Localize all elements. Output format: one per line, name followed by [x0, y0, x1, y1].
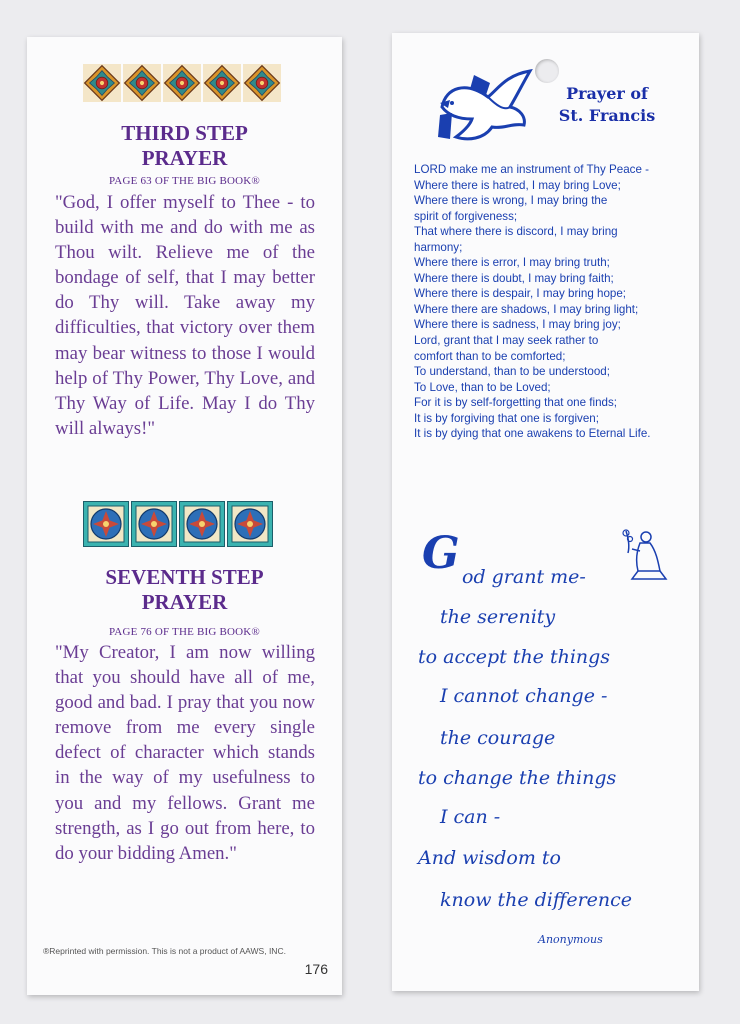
st-francis-line: spirit of forgiveness;	[414, 209, 518, 223]
st-francis-line: Where there is doubt, I may bring faith;	[414, 271, 614, 285]
mosaic-tile	[179, 501, 225, 547]
serenity-line: to change the things	[418, 767, 617, 789]
ornament-tile	[243, 64, 281, 102]
mosaic-tile	[83, 501, 129, 547]
st-francis-line: For it is by self-forgetting that one finds;	[414, 396, 617, 410]
st-francis-line: Lord, grant that I may seek rather to	[414, 334, 599, 348]
ornament-tile	[83, 64, 121, 102]
st-francis-line: Where there is wrong, I may bring the	[414, 194, 608, 208]
st-francis-line: To Love, than to be Loved;	[414, 380, 551, 394]
serenity-line: the serenity	[440, 606, 556, 628]
serenity-initial-letter: G	[422, 528, 460, 579]
seventh-step-reference: PAGE 76 OF THE BIG BOOK®	[109, 626, 260, 638]
st-francis-line: Where there is sadness, I may bring joy;	[414, 318, 621, 332]
serenity-author: Anonymous	[538, 933, 603, 946]
st-francis-title-line2: St. Francis	[558, 106, 656, 125]
reprint-footnote: ®Reprinted with permission. This is not a product of AAWS, INC.	[43, 946, 286, 956]
third-step-prayer-text: "God, I offer myself to Thee - to build with me and do with me as Thou wilt. Relieve me of the bondage of self, that I may better do Thy will. Take away my difficulties, that victory over them may bear witness to those I would help of Thy Power, Thy Love, and Thy Way of Life. May I do Thy will always!"	[55, 192, 315, 439]
serenity-line: to accept the things	[418, 646, 611, 668]
mosaic-tile	[131, 501, 177, 547]
praying-figure-icon	[618, 527, 672, 583]
st-francis-line: Where there is despair, I may bring hope;	[414, 287, 627, 301]
serenity-line: I cannot change -	[440, 685, 608, 707]
serenity-line: And wisdom to	[418, 847, 561, 869]
st-francis-title-line1: Prayer of	[566, 84, 648, 103]
ornamental-tile-border	[83, 501, 273, 547]
serenity-line: I can -	[440, 806, 501, 828]
seventh-step-title-line2: PRAYER	[141, 590, 228, 614]
ornament-tile	[203, 64, 241, 102]
st-francis-serenity-bookmark	[392, 33, 699, 991]
third-step-reference: PAGE 63 OF THE BIG BOOK®	[109, 175, 260, 187]
third-step-title-line1: THIRD STEP	[121, 121, 248, 145]
st-francis-line: That where there is discord, I may bring	[414, 225, 618, 239]
mosaic-tile	[227, 501, 273, 547]
st-francis-line: Where there is hatred, I may bring Love;	[414, 178, 621, 192]
ornamental-border-top	[83, 64, 281, 102]
product-code: 176	[304, 961, 328, 977]
st-francis-line: LORD make me an instrument of Thy Peace -	[414, 163, 649, 176]
third-step-title	[27, 121, 342, 171]
third-seventh-step-bookmark	[27, 37, 342, 995]
third-step-title-line2: PRAYER	[141, 146, 228, 170]
serenity-line: od grant me-	[462, 566, 586, 588]
st-francis-line: It is by dying that one awakens to Eternal Life.	[414, 427, 651, 441]
st-francis-line: harmony;	[414, 240, 463, 254]
st-francis-line: It is by forgiving that one is forgiven;	[414, 411, 599, 425]
seventh-step-title-line1: SEVENTH STEP	[105, 565, 264, 589]
st-francis-line: Where there is error, I may bring truth;	[414, 256, 610, 270]
serenity-line: the courage	[440, 727, 556, 749]
serenity-line: know the difference	[440, 889, 633, 911]
ornament-tile	[123, 64, 161, 102]
st-francis-line: Where there are shadows, I may bring light;	[414, 302, 639, 316]
st-francis-line: comfort than to be comforted;	[414, 349, 566, 363]
st-francis-line: To understand, than to be understood;	[414, 365, 610, 379]
serenity-prayer	[392, 33, 699, 991]
seventh-step-prayer-text: "My Creator, I am now willing that you should have all of me, good and bad. I pray that you now remove from me every single defect of character which stands in the way of my usefulness to you and my fellows. Grant me strength, as I go out from here, to do your bidding Amen."	[55, 642, 315, 864]
ornament-tile	[163, 64, 201, 102]
seventh-step-title	[27, 565, 342, 615]
